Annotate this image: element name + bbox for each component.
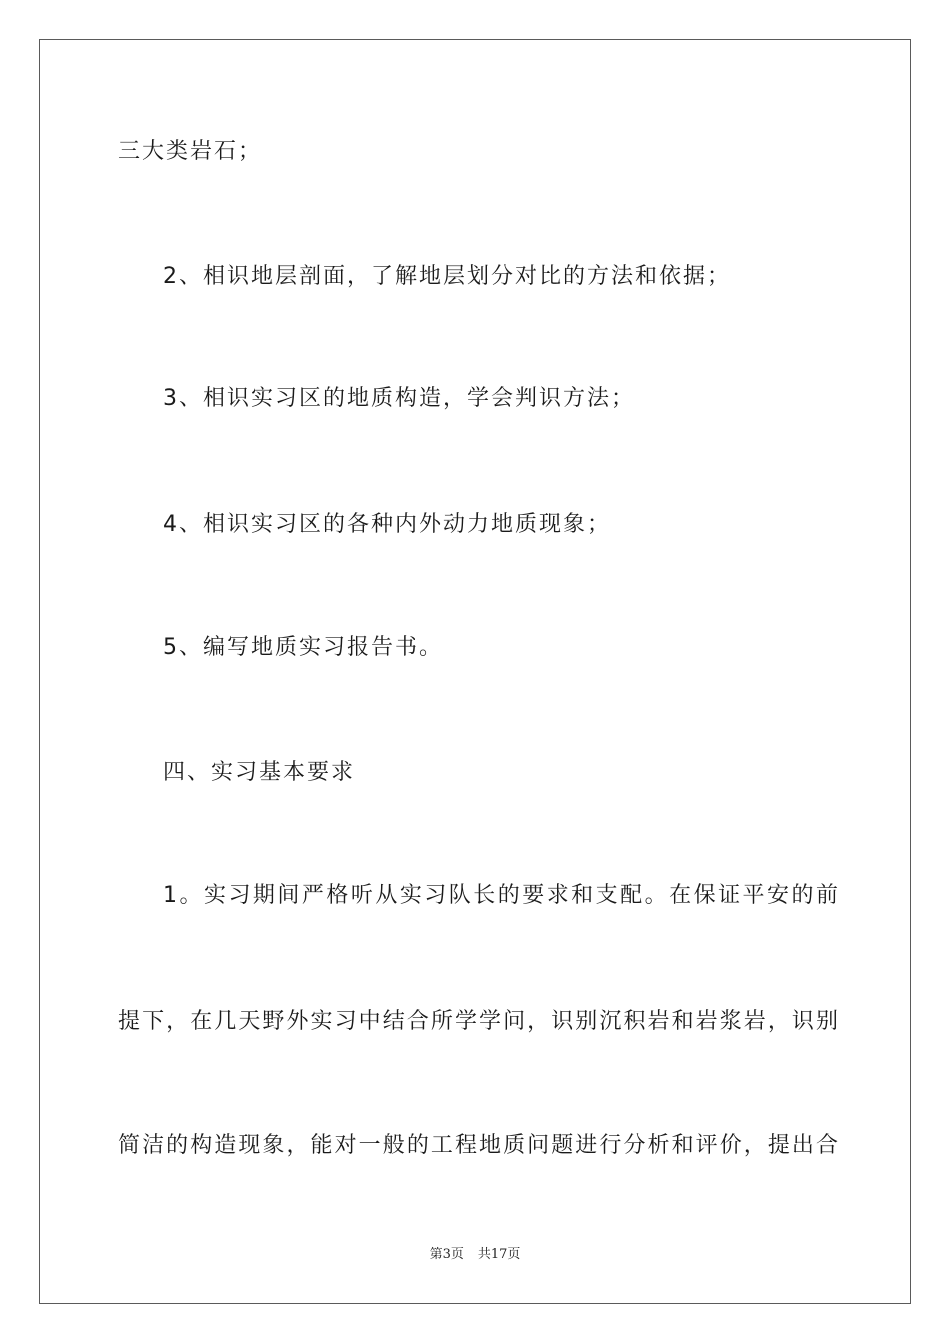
section-heading: 四、实习基本要求: [163, 760, 356, 785]
text-line-item-3: 3、相识实习区的地质构造，学会判识方法；: [163, 386, 635, 411]
paragraph-line-3: 简洁的构造现象，能对一般的工程地质问题进行分析和评价，提出合: [118, 1133, 838, 1158]
paragraph-line-2: 提下，在几天野外实习中结合所学学问，识别沉积岩和岩浆岩，识别: [118, 1009, 838, 1034]
text-line-item-2: 2、相识地层剖面，了解地层划分对比的方法和依据；: [163, 264, 731, 289]
page-footer: [0, 1246, 950, 1264]
text-line-item-4: 4、相识实习区的各种内外动力地质现象；: [163, 512, 611, 537]
paragraph-line-1: 1。实习期间严格听从实习队长的要求和支配。在保证平安的前: [163, 883, 838, 908]
text-line-continuation: 三大类岩石；: [118, 139, 263, 164]
text-line-item-5: 5、编写地质实习报告书。: [163, 635, 443, 660]
page-number-current: 第3页: [429, 1247, 464, 1262]
page-border: [39, 39, 911, 1304]
page-number-total: 共17页: [477, 1247, 521, 1262]
